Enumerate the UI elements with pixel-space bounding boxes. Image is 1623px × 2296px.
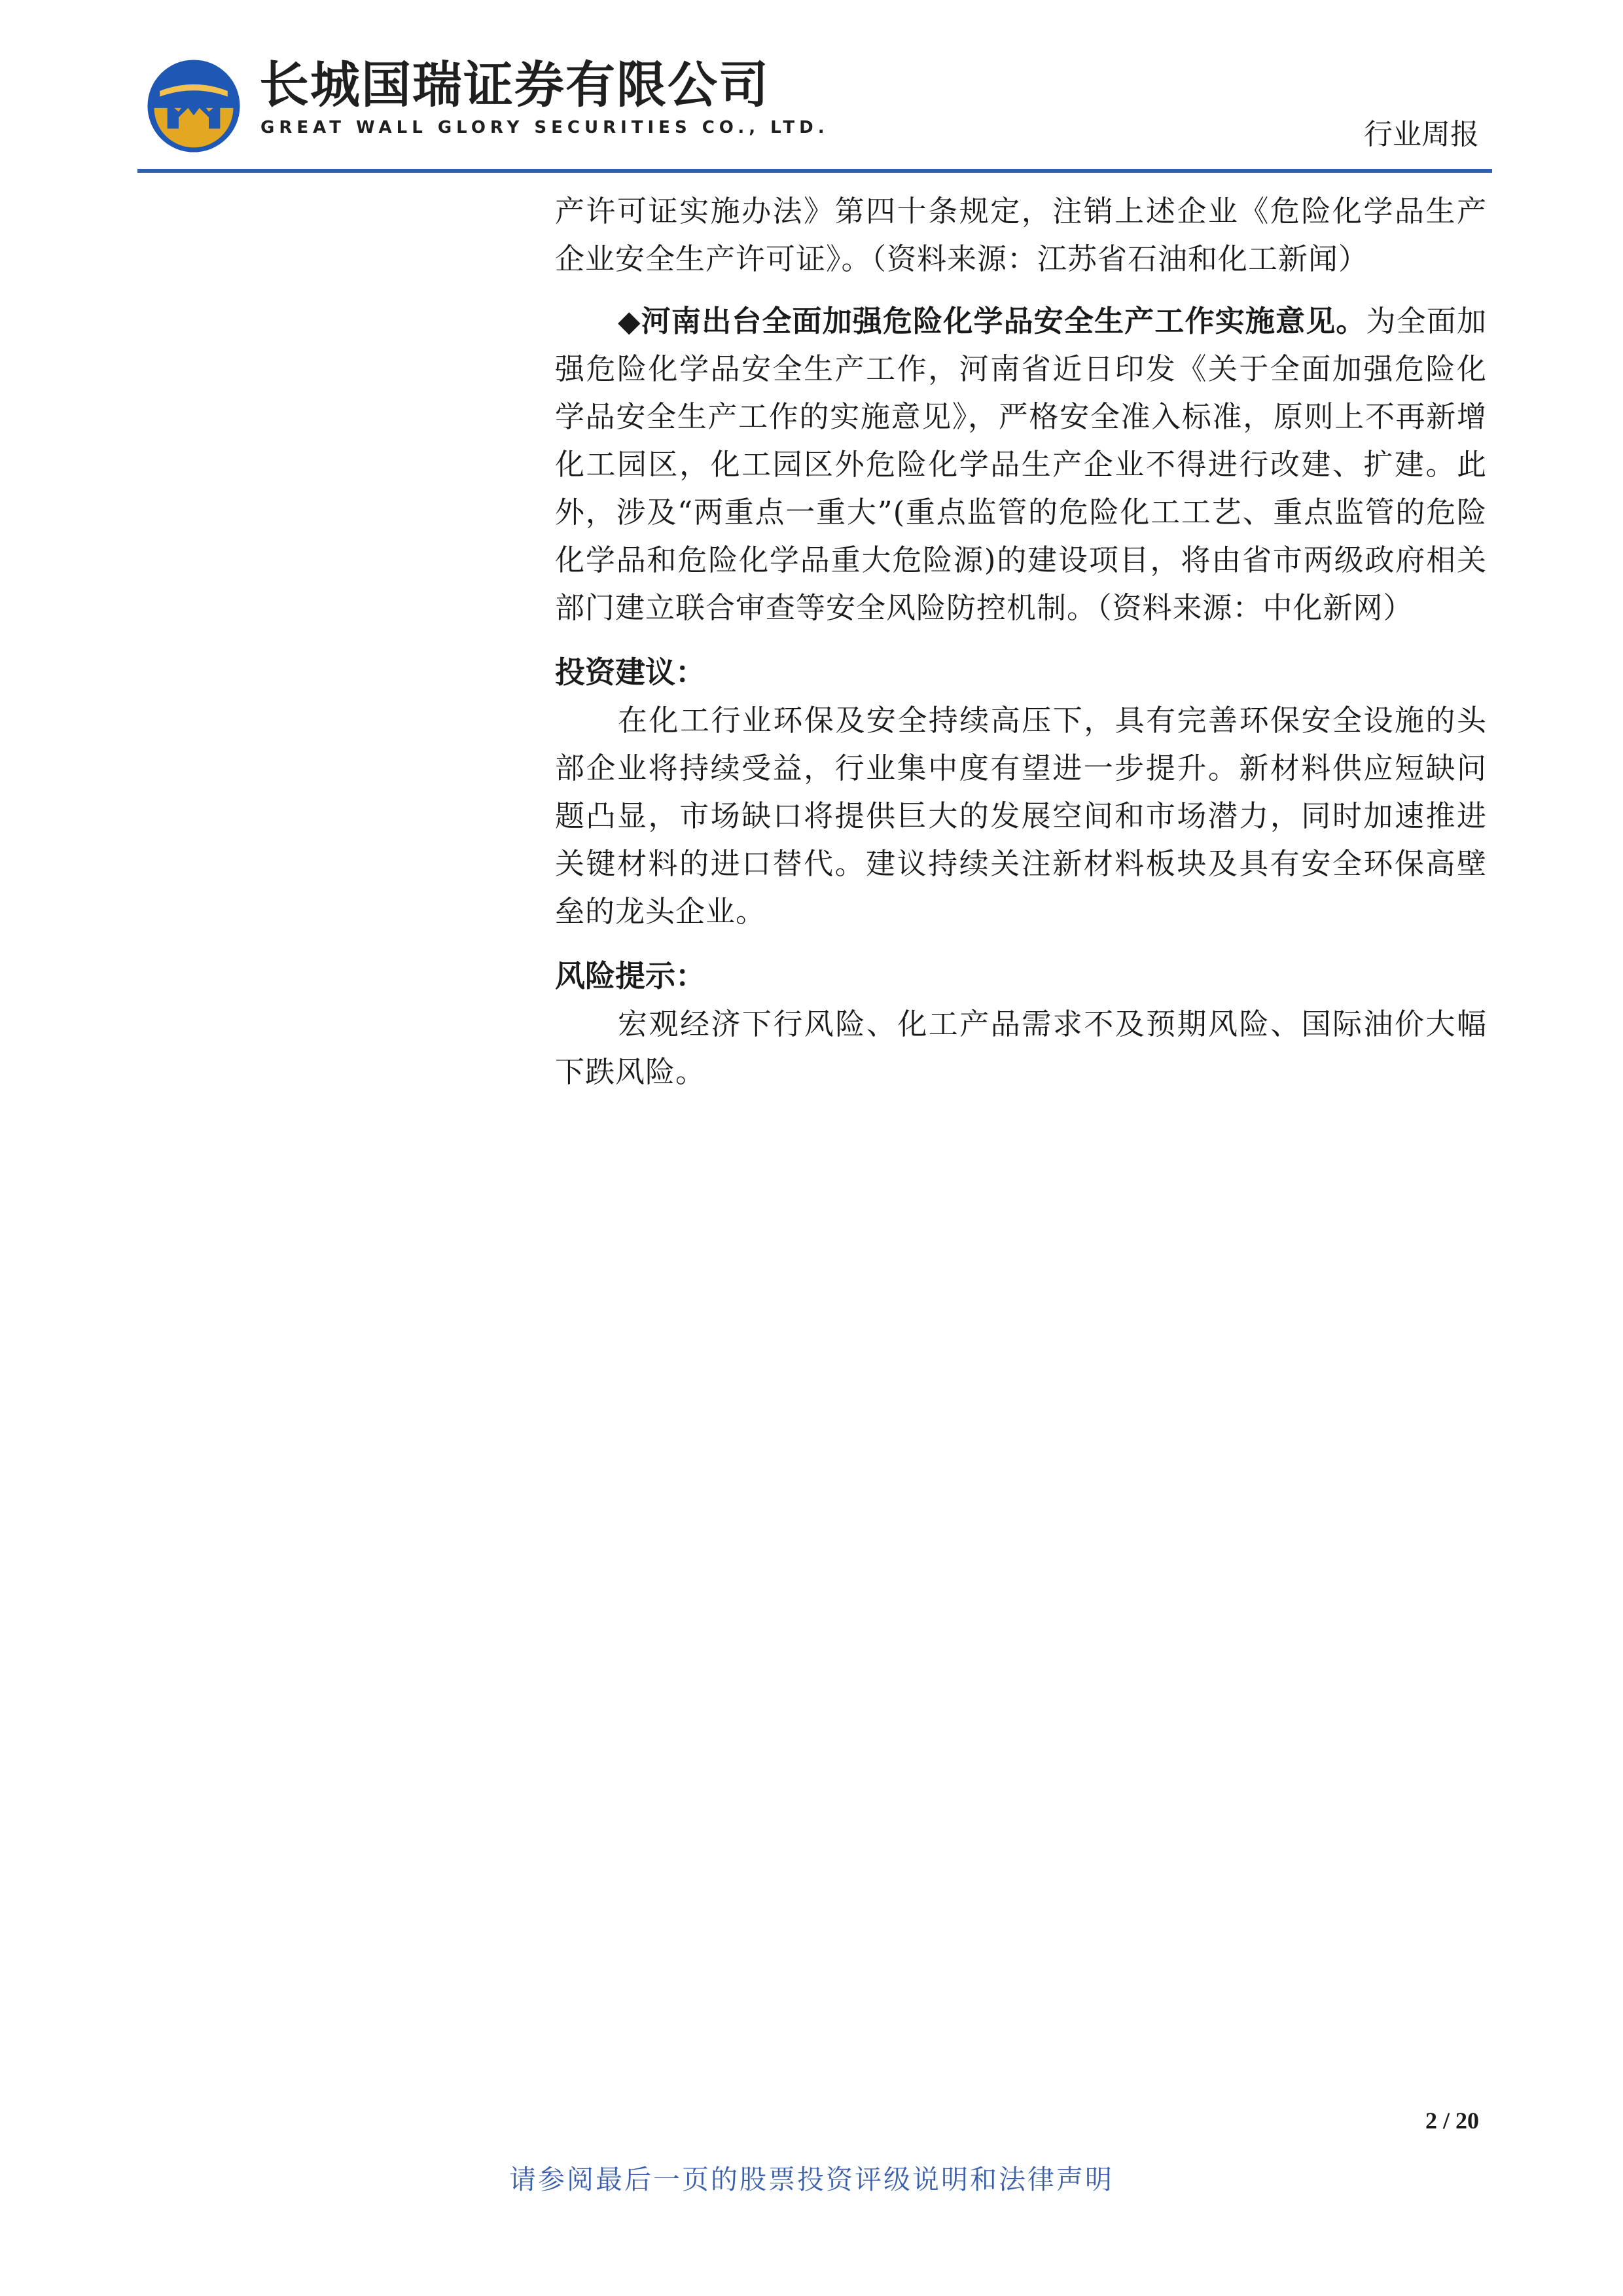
page-number: 2 / 20 (1425, 2108, 1479, 2134)
news-henan-paragraph (555, 297, 1487, 632)
header-divider (137, 169, 1492, 173)
news-bullet-icon (618, 304, 1366, 338)
great-wall-glory-logo-icon (147, 59, 241, 153)
report-body (555, 187, 1487, 1096)
news-text: 为全面加强危险化学品安全生产工作，河南省近日印发《关于全面加强危险化学品安全生产工作的实施意见》，严格安全准入标准，原则上不再新增化工园区，化工园区外危险化学品生产企业不得进行改建、扩建。此外，涉及“两重点一重大”(重点监管的危险化工工艺、重点监管的危险化学品和危险化学品重大危险源)的建设项目，将由省市两级政府相关部门建立联合审查等安全风险防控机制。（资料来源：中化新网） (555, 304, 1487, 625)
footer-disclaimer: 请参阅最后一页的股票投资评级说明和法律声明 (509, 2164, 1114, 2195)
company-name-cn: 长城国瑞证券有限公司 (259, 56, 770, 114)
investment-advice-title: 投资建议： (555, 655, 705, 690)
report-type-label: 行业周报 (1364, 118, 1479, 151)
news-headline: 河南出台全面加强危险化学品安全生产工作实施意见。 (641, 304, 1366, 338)
risk-warning-title: 风险提示： (555, 958, 705, 994)
bullet-glyph: ◆ (618, 304, 641, 338)
company-name-en: GREAT WALL GLORY SECURITIES CO., LTD. (260, 118, 829, 137)
risk-warning-text: 宏观经济下行风险、化工产品需求不及预期风险、国际油价大幅下跌风险。 (555, 1007, 1487, 1089)
investment-advice-text: 在化工行业环保及安全持续高压下，具有完善环保安全设施的头部企业将持续受益，行业集中度有望进一步提升。新材料供应短缺问题凸显，市场缺口将提供巨大的发展空间和市场潜力，同时加速推进关键材料的进口替代。建议持续关注新材料板块及具有安全环保高壁垒的龙头企业。 (555, 703, 1487, 929)
continued-paragraph: 产许可证实施办法》第四十条规定，注销上述企业《危险化学品生产企业安全生产许可证》。（资料来源：江苏省石油和化工新闻） (555, 194, 1487, 276)
